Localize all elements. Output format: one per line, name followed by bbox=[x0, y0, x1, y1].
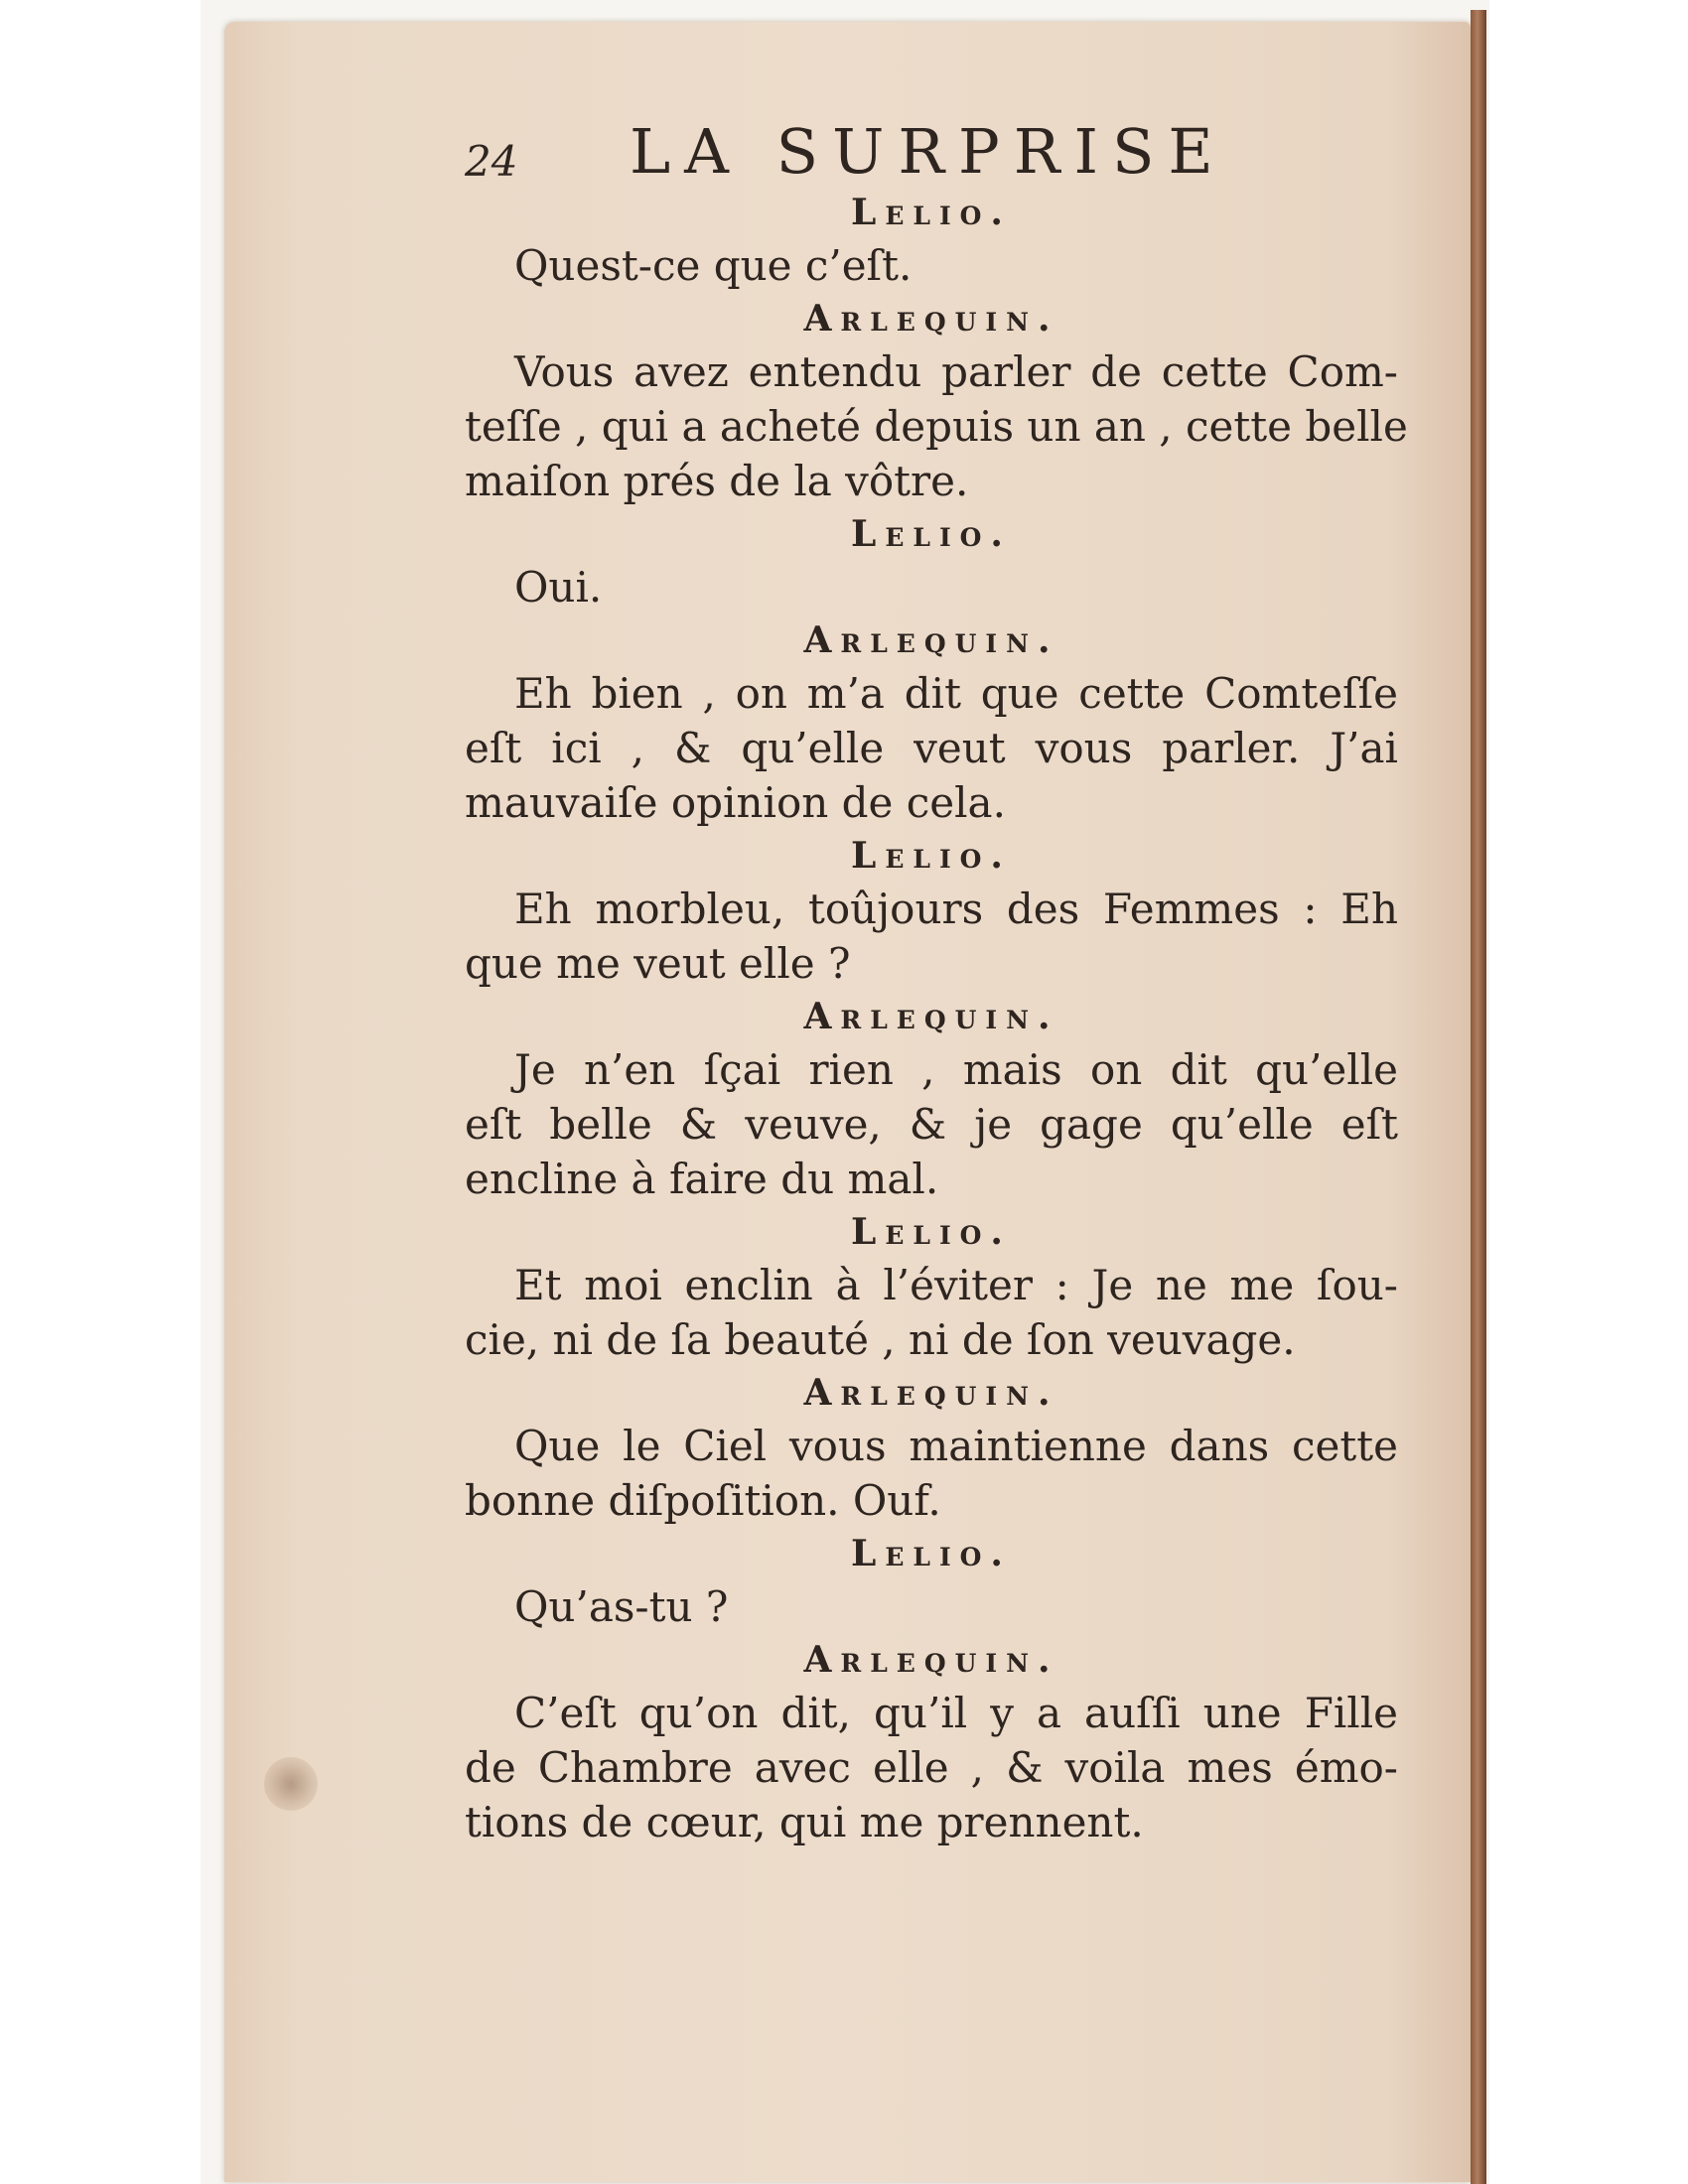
speech-line: eſt ici , & qu’elle veut vous parler. J’ai bbox=[465, 724, 1398, 772]
speech-line: tions de cœur, qui me prennent. bbox=[465, 1798, 1144, 1846]
speaker-name: Arlequin. bbox=[803, 1372, 1059, 1414]
running-head bbox=[465, 107, 1398, 187]
speech-block bbox=[465, 1206, 1398, 1367]
speaker-name: Arlequin. bbox=[803, 996, 1059, 1037]
speaker-name: Arlequin. bbox=[803, 1639, 1059, 1681]
speech-block bbox=[465, 991, 1398, 1206]
speaker-name: Lelio. bbox=[851, 835, 1012, 877]
speech-block bbox=[465, 830, 1398, 991]
speech-line: Eh bien , on m’a dit que cette Comteſſe bbox=[514, 669, 1398, 718]
speech-line: cie, ni de ſa beauté , ni de ſon veuvage. bbox=[465, 1315, 1296, 1364]
speech-line: Et moi enclin à l’éviter : Je ne me ſou- bbox=[514, 1261, 1398, 1309]
speech-line: Que le Ciel vous maintienne dans cette bbox=[514, 1422, 1398, 1470]
speech-line: Vous avez entendu parler de cette Com- bbox=[514, 347, 1398, 396]
speech-block bbox=[465, 293, 1408, 508]
speech-line: encline à faire du mal. bbox=[465, 1155, 939, 1203]
book-edge bbox=[1471, 10, 1486, 2184]
speech-line: de Chambre avec elle , & voila mes émo- bbox=[465, 1743, 1398, 1792]
speech-block bbox=[465, 614, 1398, 830]
page-number: 24 bbox=[465, 137, 518, 186]
speech-line: Quest-ce que c’eſt. bbox=[514, 241, 913, 290]
speaker-name: Arlequin. bbox=[803, 619, 1059, 661]
speech-block bbox=[465, 508, 1398, 614]
speech-line: Oui. bbox=[514, 563, 603, 612]
speech-line: eſt belle & veuve, & je gage qu’elle eſt bbox=[465, 1100, 1398, 1149]
foxing-stain bbox=[264, 1757, 318, 1811]
speaker-name: Lelio. bbox=[851, 513, 1012, 555]
speech-block bbox=[465, 187, 1398, 293]
speech-line: bonne diſpoſition. Ouf. bbox=[465, 1476, 941, 1525]
speech-line: Je n’en ſçai rien , mais on dit qu’elle bbox=[514, 1045, 1398, 1094]
speech-line: que me veut elle ? bbox=[465, 939, 851, 988]
running-title: LA SURPRISE bbox=[630, 115, 1227, 188]
speech-block bbox=[465, 1634, 1398, 1849]
speech-line: teſſe , qui a acheté depuis un an , cette belle bbox=[465, 402, 1408, 451]
speaker-name: Lelio. bbox=[851, 1533, 1012, 1574]
speech-block bbox=[465, 1367, 1398, 1528]
speech-line: mauvaiſe opinion de cela. bbox=[465, 778, 1006, 827]
speaker-name: Arlequin. bbox=[803, 298, 1059, 340]
speech-line: C’eſt qu’on dit, qu’il y a auſſi une Fille bbox=[514, 1689, 1398, 1737]
page-content bbox=[465, 107, 1408, 1849]
speech-block bbox=[465, 1528, 1398, 1634]
speaker-name: Lelio. bbox=[851, 192, 1012, 233]
speech-line: Qu’as-tu ? bbox=[514, 1582, 729, 1631]
speech-line: maiſon prés de la vôtre. bbox=[465, 457, 969, 505]
speech-line: Eh morbleu, toûjours des Femmes : Eh bbox=[514, 885, 1398, 933]
speaker-name: Lelio. bbox=[851, 1211, 1012, 1253]
